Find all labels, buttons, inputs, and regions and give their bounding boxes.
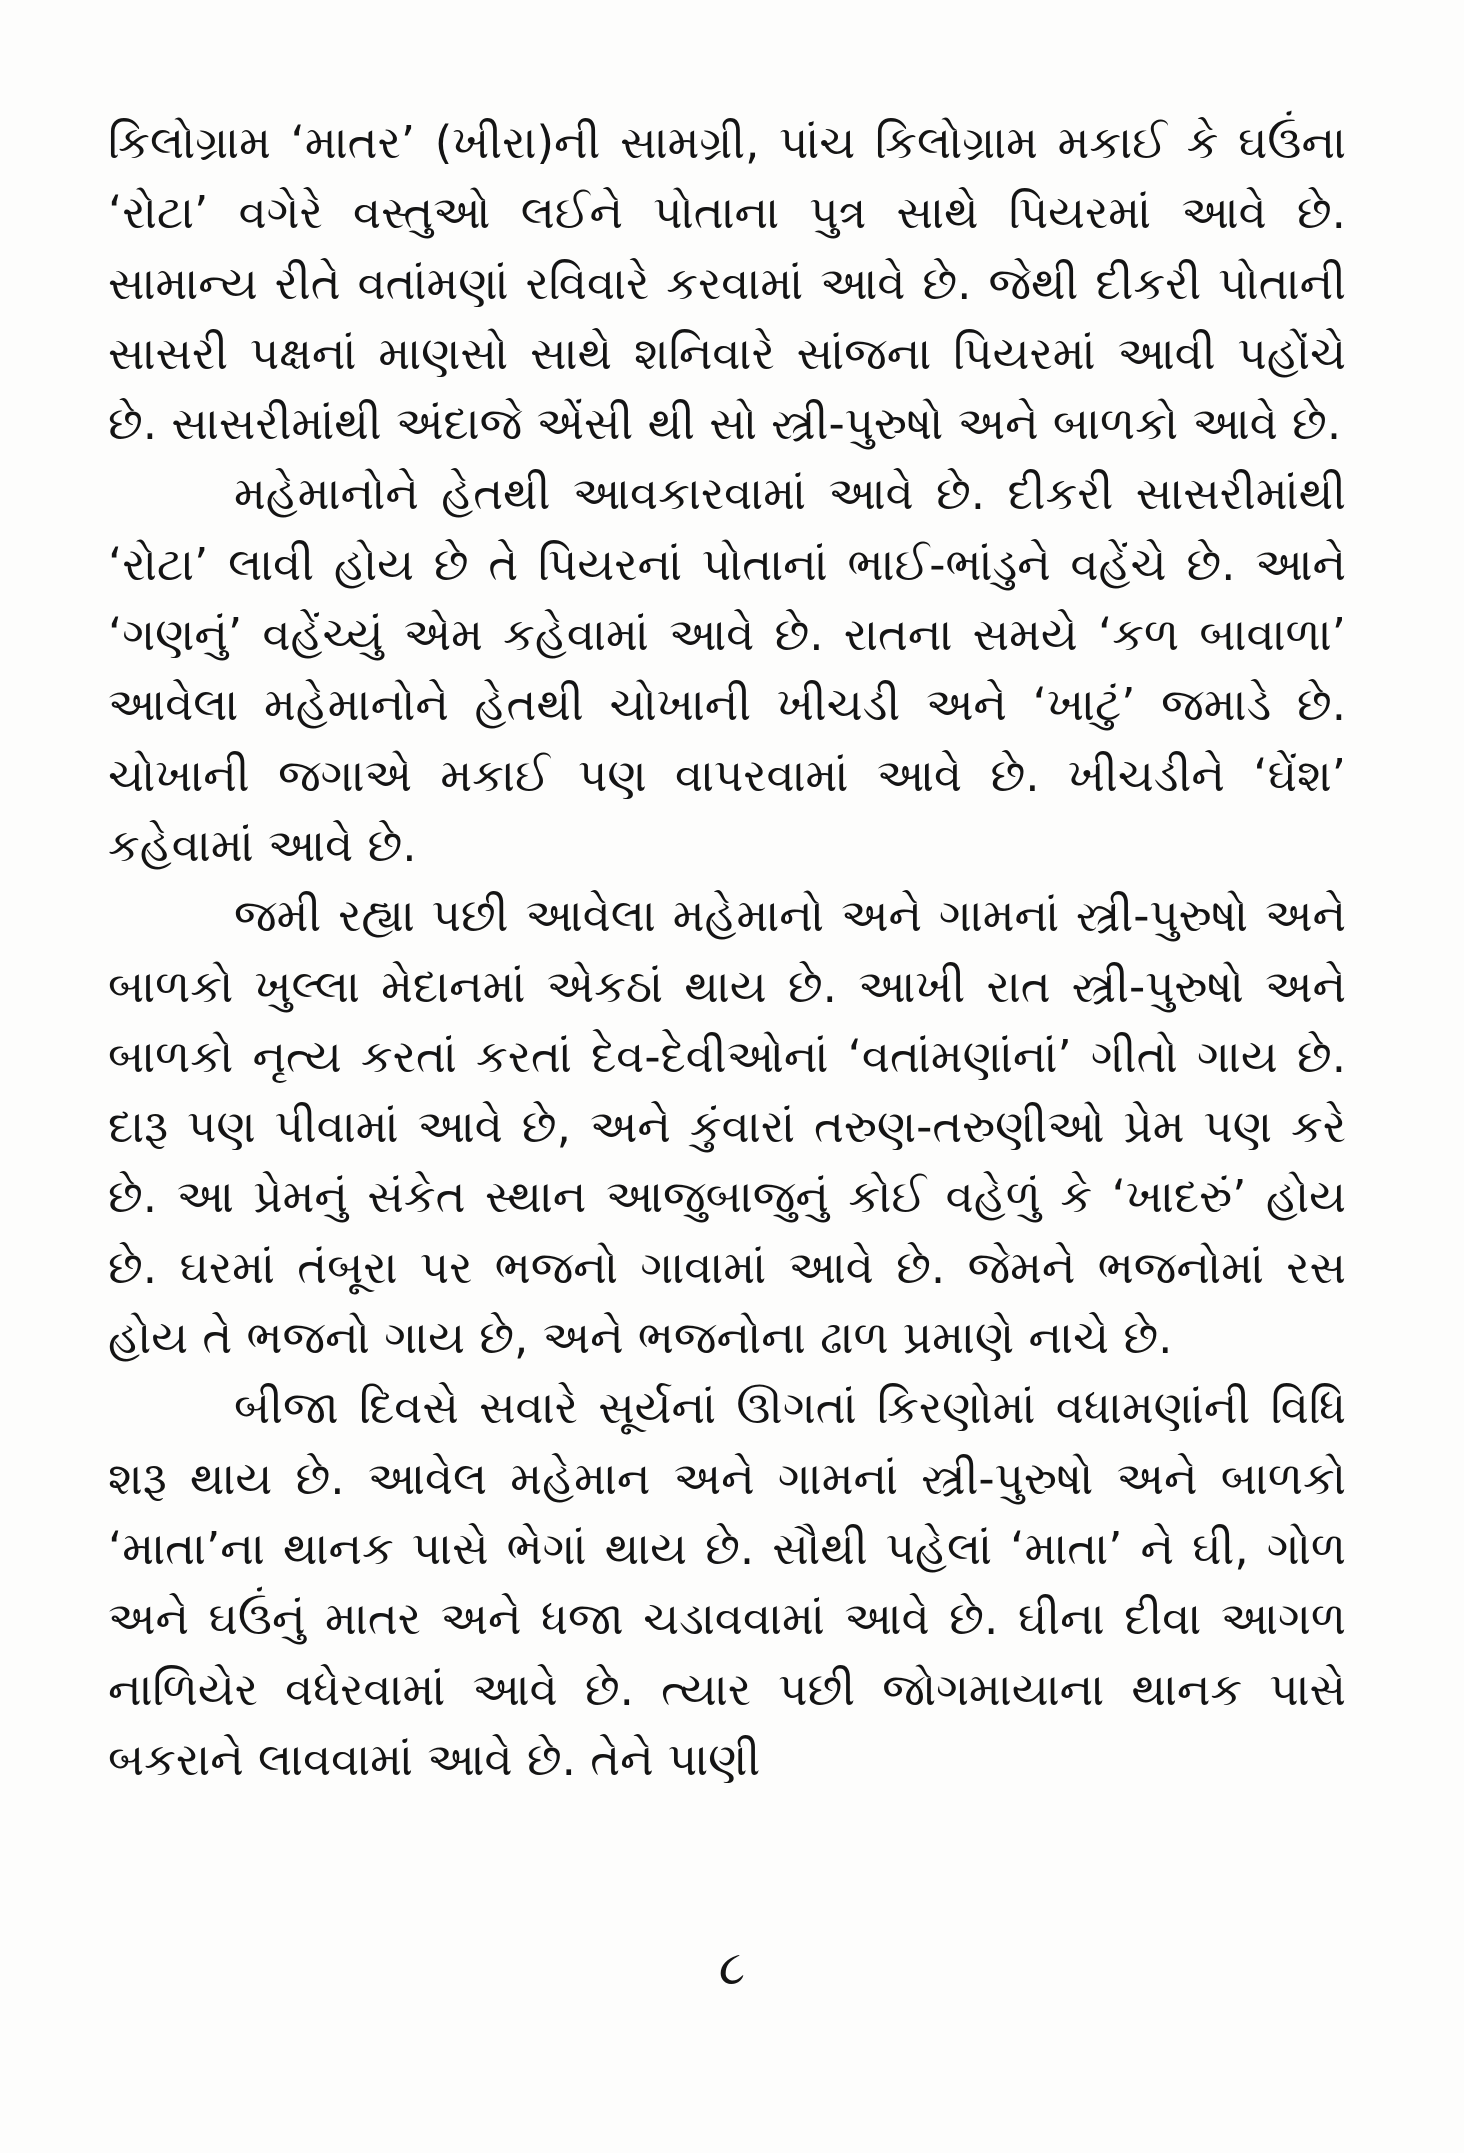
- paragraph-4: બીજા દિવસે સવારે સૂર્યનાં ઊગતાં કિરણોમાં વધામણાંની વિધિ શરૂ થાય છે. આવેલ મહેમાન અને ગામનાં સ્ત્રી-પુરુષો અને બાળકો ‘માતા’ના થાનક પાસે ભેગાં થાય છે. સૌથી પહેલાં ‘માતા’ ને ઘી, ગોળ અને ઘઉંનું માતર અને ધજા ચડાવવામાં આવે છે. ઘીના દીવા આગળ નાળિયેર વધેરવામાં આવે છે. ત્યાર પછી જોગમાયાના થાનક પાસે બકરાને લાવવામાં આવે છે. તેને પાણી: [108, 1381, 1346, 1786]
- paragraph-3: જમી રહ્યા પછી આવેલા મહેમાનો અને ગામનાં સ્ત્રી-પુરુષો અને બાળકો ખુલ્લા મેદાનમાં એકઠાં થાય છે. આખી રાત સ્ત્રી-પુરુષો અને બાળકો નૃત્ય કરતાં કરતાં દેવ-દેવીઓનાં ‘વતાંમણાંનાં’ ગીતો ગાય છે. દારૂ પણ પીવામાં આવે છે, અને કુંવારાં તરુણ-તરુણીઓ પ્રેમ પણ કરે છે. આ પ્રેમનું સંકેત સ્થાન આજુબાજુનું કોઈ વહેળું કે ‘ખાદરું’ હોય છે. ઘરમાં તંબૂરા પર ભજનો ગાવામાં આવે છે. જેમને ભજનોમાં રસ હોય તે ભજનો ગાય છે, અને ભજનોના ઢાળ પ્રમાણે નાચે છે.: [108, 889, 1346, 1365]
- paragraph-2: મહેમાનોને હેતથી આવકારવામાં આવે છે. દીકરી સાસરીમાંથી ‘રોટા’ લાવી હોય છે તે પિયરનાં પોતાનાં ભાઈ-ભાંડુને વહેંચે છે. આને ‘ગણનું’ વહેંચ્યું એમ કહેવામાં આવે છે. રાતના સમયે ‘કળ બાવાળા’ આવેલા મહેમાનોને હેતથી ચોખાની ખીચડી અને ‘ખાટું’ જમાડે છે. ચોખાની જગાએ મકાઈ પણ વાપરવામાં આવે છે. ખીચડીને ‘ઘેંશ’ કહેવામાં આવે છે.: [108, 467, 1346, 872]
- page-number: ૮: [718, 1940, 746, 1996]
- paragraph-1: કિલોગ્રામ ‘માતર’ (ખીરા)ની સામગ્રી, પાંચ કિલોગ્રામ મકાઈ કે ઘઉંના ‘રોટા’ વગેરે વસ્તુઓ લઈને પોતાના પુત્ર સાથે પિયરમાં આવે છે. સામાન્ય રીતે વતાંમણાં રવિવારે કરવામાં આવે છે. જેથી દીકરી પોતાની સાસરી પક્ષનાં માણસો સાથે શનિવારે સાંજના પિયરમાં આવી પહોંચે છે. સાસરીમાંથી અંદાજે એંસી થી સો સ્ત્રી-પુરુષો અને બાળકો આવે છે.: [108, 116, 1346, 451]
- body-text: [108, 108, 1346, 1795]
